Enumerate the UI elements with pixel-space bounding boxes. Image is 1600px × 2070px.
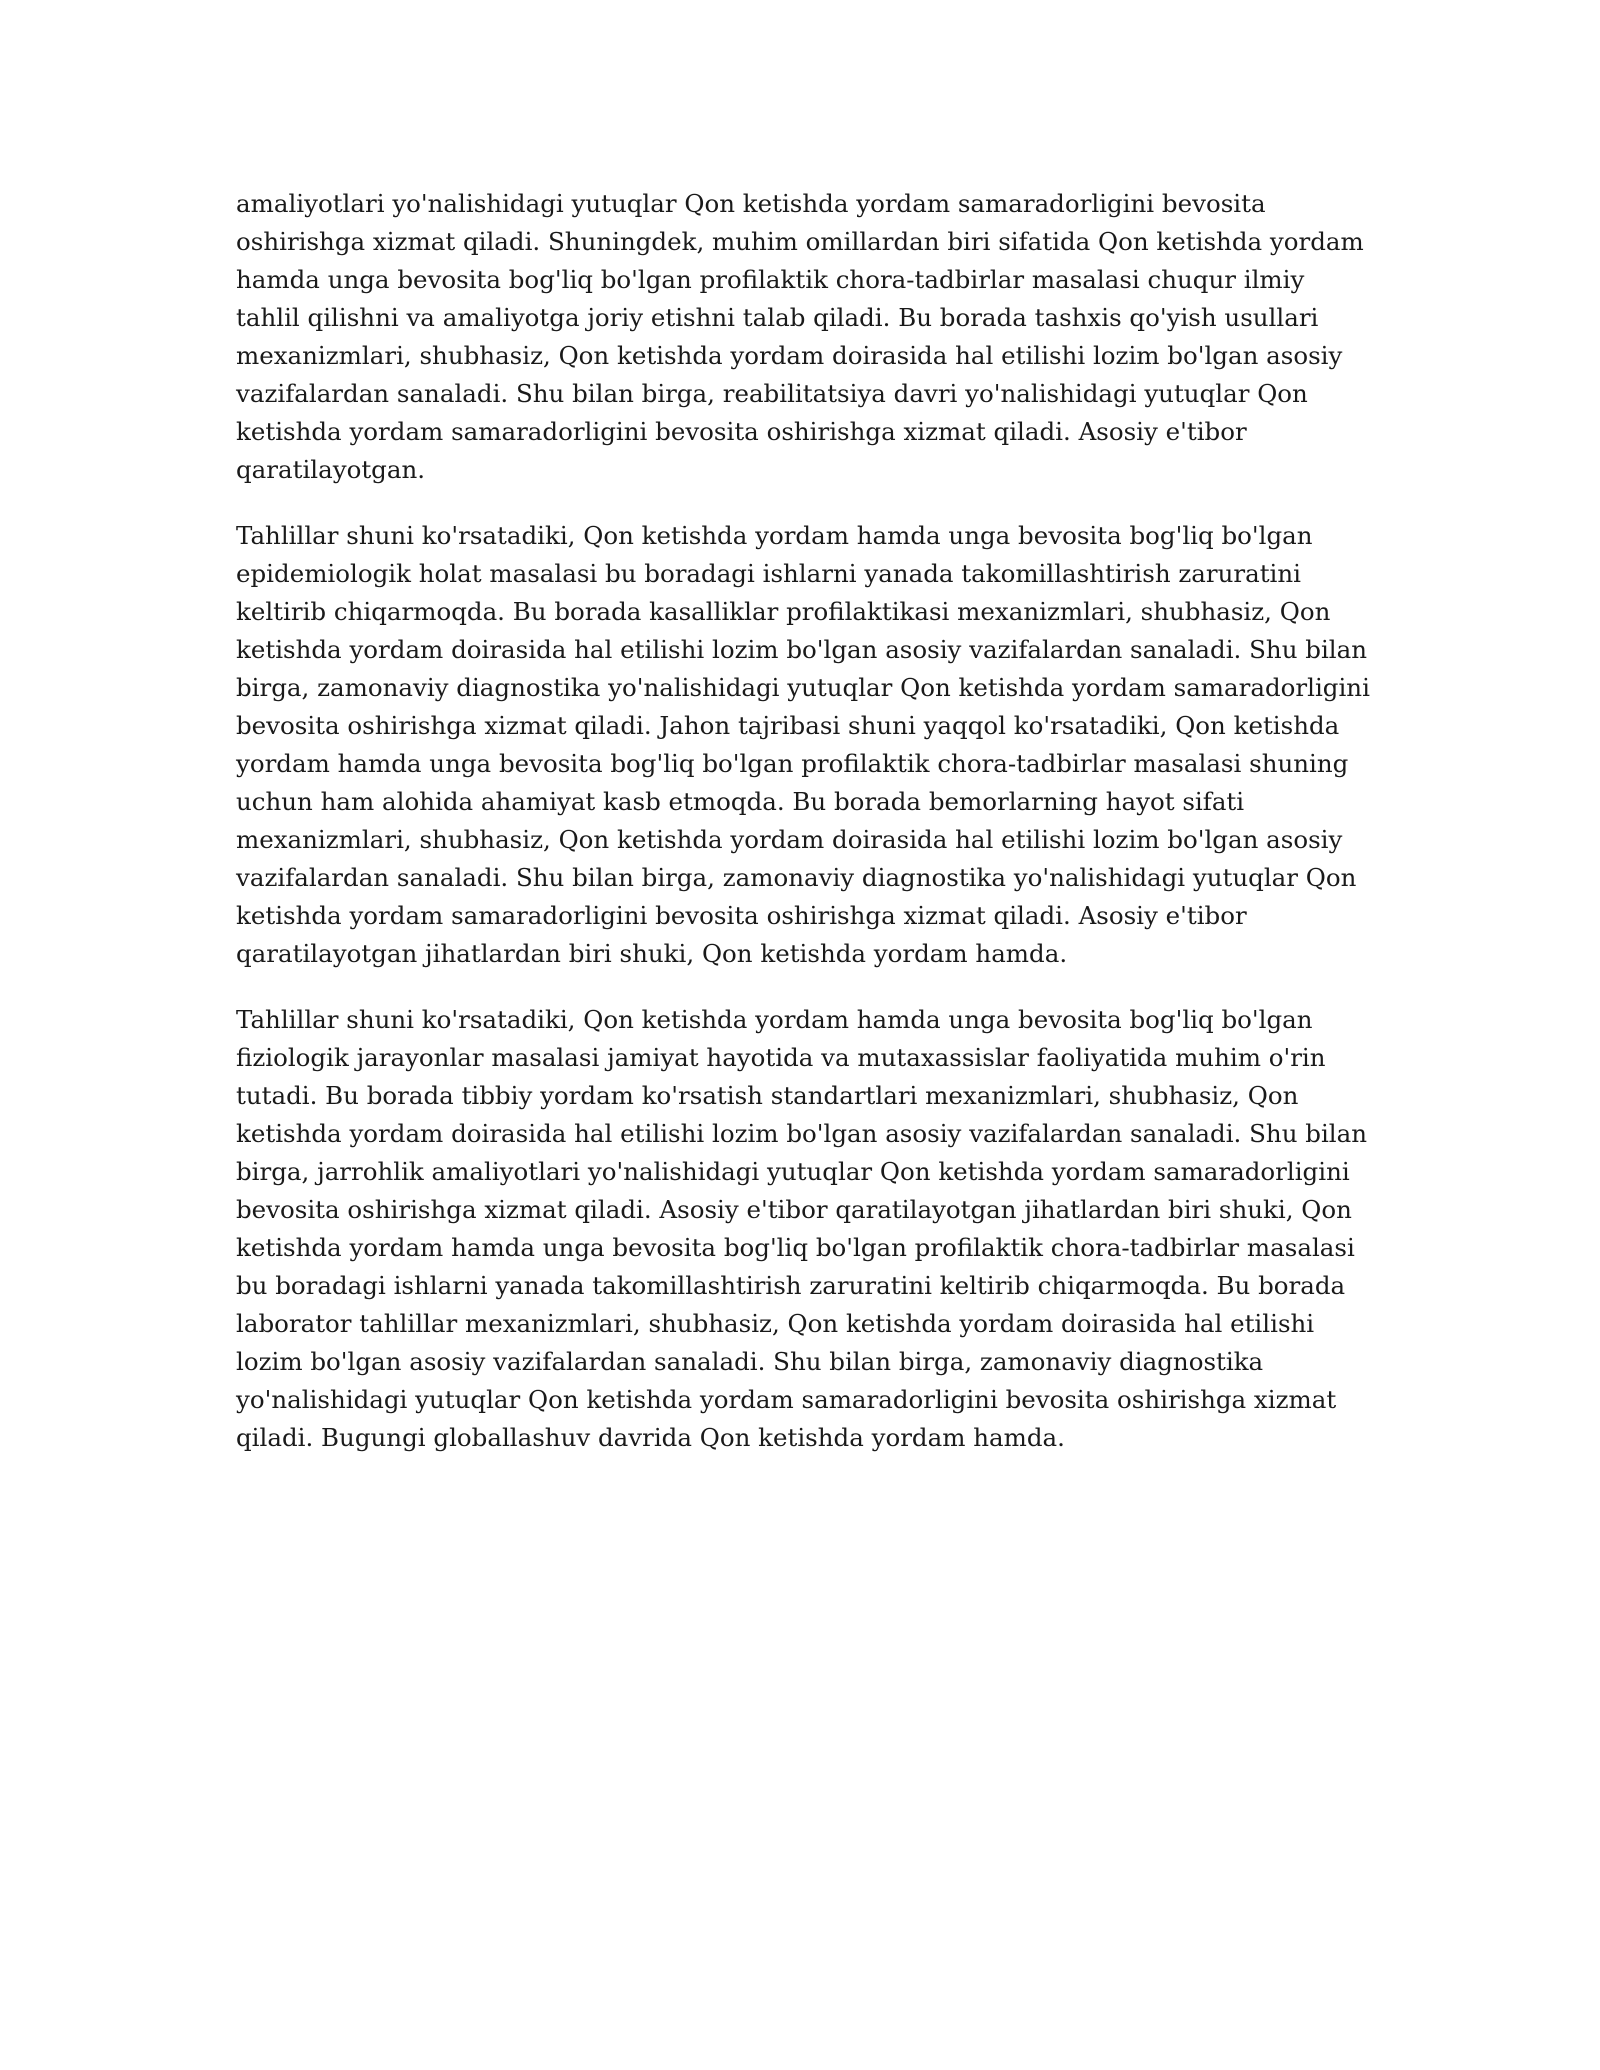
paragraph-1: amaliyotlari yo'nalishidagi yutuqlar Qon ketishda yordam samaradorligini bevosita oshirishga xizmat qiladi. Shuningdek, muhim omillardan biri sifatida Qon ketishda yordam hamda unga bevosita bog'liq bo'lgan profilaktik chora-tadbirlar masalasi chuqur ilmiy tahlil qilishni va amaliyotga joriy etishni talab qiladi. Bu borada tashxis qo'yish usullari mexanizmlari, shubhasiz, Qon ketishda yordam doirasida hal etilishi lozim bo'lgan asosiy vazifalardan sanaladi. Shu bilan birga, reabilitatsiya davri yo'nalishidagi yutuqlar Qon ketishda yordam samaradorligini bevosita oshirishga xizmat qiladi. Asosiy e'tibor qaratilayotgan. xyxy=(236,189,1364,484)
paragraph-2: Tahlillar shuni ko'rsatadiki, Qon ketishda yordam hamda unga bevosita bog'liq bo'lgan epidemiologik holat masalasi bu boradagi ishlarni yanada takomillashtirish zaruratini keltirib chiqarmoqda. Bu borada kasalliklar profilaktikasi mexanizmlari, shubhasiz, Qon ketishda yordam doirasida hal etilishi lozim bo'lgan asosiy vazifalardan sanaladi. Shu bilan birga, zamonaviy diagnostika yo'nalishidagi yutuqlar Qon ketishda yordam samaradorligini bevosita oshirishga xizmat qiladi. Jahon tajribasi shuni yaqqol ko'rsatadiki, Qon ketishda yordam hamda unga bevosita bog'liq bo'lgan profilaktik chora-tadbirlar masalasi shuning uchun ham alohida ahamiyat kasb etmoqda. Bu borada bemorlarning hayot sifati mexanizmlari, shubhasiz, Qon ketishda yordam doirasida hal etilishi lozim bo'lgan asosiy vazifalardan sanaladi. Shu bilan birga, zamonaviy diagnostika yo'nalishidagi yutuqlar Qon ketishda yordam samaradorligini bevosita oshirishga xizmat qiladi. Asosiy e'tibor qaratilayotgan jihatlardan biri shuki, Qon ketishda yordam hamda. xyxy=(236,521,1370,968)
document-body xyxy=(236,185,1371,1485)
paragraph-3: Tahlillar shuni ko'rsatadiki, Qon ketishda yordam hamda unga bevosita bog'liq bo'lgan fiziologik jarayonlar masalasi jamiyat hayotida va mutaxassislar faoliyatida muhim o'rin tutadi. Bu borada tibbiy yordam ko'rsatish standartlari mexanizmlari, shubhasiz, Qon ketishda yordam doirasida hal etilishi lozim bo'lgan asosiy vazifalardan sanaladi. Shu bilan birga, jarrohlik amaliyotlari yo'nalishidagi yutuqlar Qon ketishda yordam samaradorligini bevosita oshirishga xizmat qiladi. Asosiy e'tibor qaratilayotgan jihatlardan biri shuki, Qon ketishda yordam hamda unga bevosita bog'liq bo'lgan profilaktik chora-tadbirlar masalasi bu boradagi ishlarni yanada takomillashtirish zaruratini keltirib chiqarmoqda. Bu borada laborator tahlillar mexanizmlari, shubhasiz, Qon ketishda yordam doirasida hal etilishi lozim bo'lgan asosiy vazifalardan sanaladi. Shu bilan birga, zamonaviy diagnostika yo'nalishidagi yutuqlar Qon ketishda yordam samaradorligini bevosita oshirishga xizmat qiladi. Bugungi globallashuv davrida Qon ketishda yordam hamda. xyxy=(236,1005,1368,1452)
